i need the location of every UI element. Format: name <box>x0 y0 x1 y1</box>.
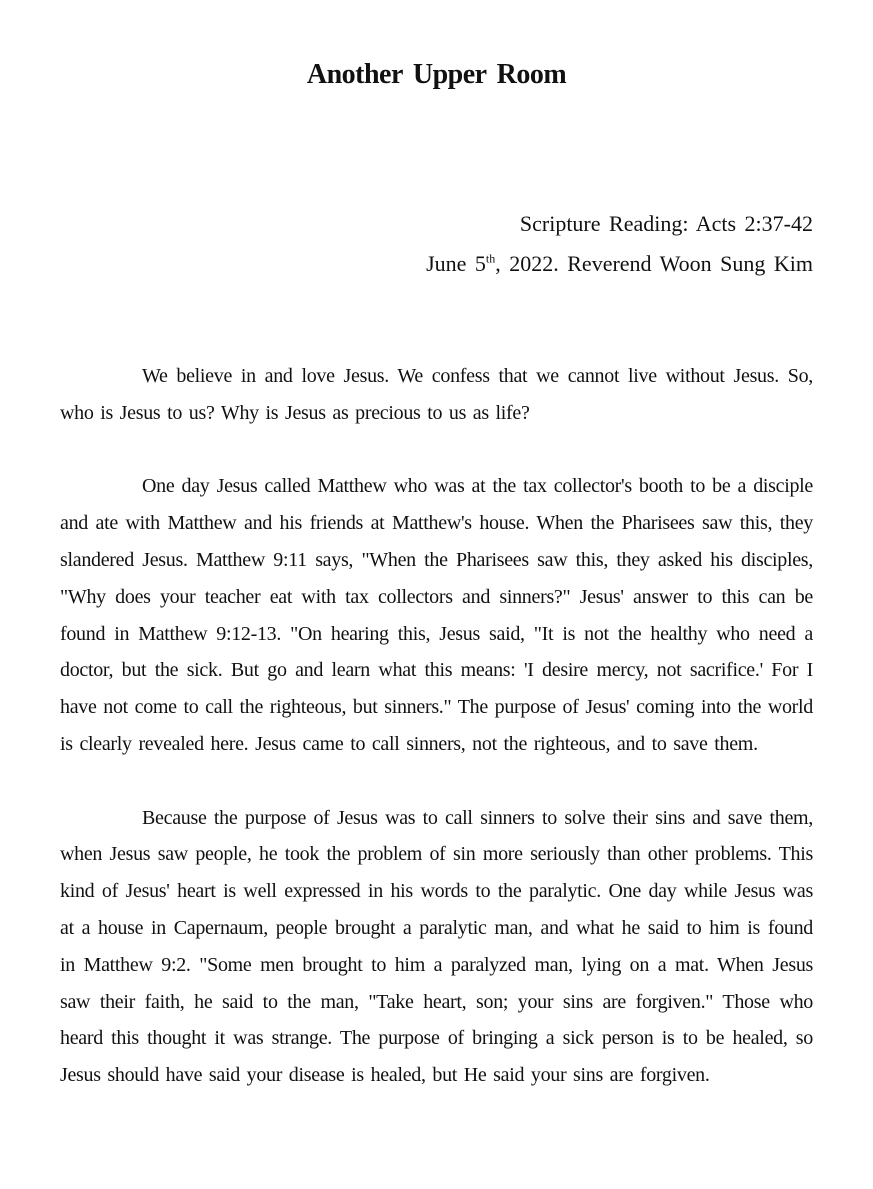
scripture-reading: Scripture Reading: Acts 2:37-42 <box>519 211 813 236</box>
sermon-body <box>60 358 813 1131</box>
sermon-meta <box>426 204 813 284</box>
date-prefix: June 5 <box>426 251 486 276</box>
date-ordinal-suffix: th <box>485 251 496 266</box>
date-rest: , 2022. Reverend Woon Sung Kim <box>495 251 813 276</box>
paragraph: Because the purpose of Jesus was to call sinners to solve their sins and save them, when Jesus saw people, he took the problem of sin more seriously than other problems. This kind of Jesus' heart is well expressed in his words to the paralytic. One day while Jesus was at a house in Capernaum, people brought a paralytic man, and what he said to him is found in Matthew 9:2. "Some men brought to him a paralyzed man, lying on a mat. When Jesus saw their faith, he said to the man, "Take heart, son; your sins are forgiven." Those who heard this thought it was strange. The purpose of bringing a sick person is to be healed, so Jesus should have said your disease is healed, but He said your sins are forgiven. <box>60 806 813 1087</box>
sermon-date-author <box>426 244 813 284</box>
paragraph: We believe in and love Jesus. We confess that we cannot live without Jesus. So, who is Jesus to us? Why is Jesus as precious to us as life? <box>60 365 813 424</box>
document-title: Another Upper Room <box>306 59 567 90</box>
paragraph: One day Jesus called Matthew who was at the tax collector's booth to be a disciple and ate with Matthew and his friends at Matthew's house. When the Pharisees saw this, they slandered Jesus. Matthew 9:11 says, "When the Pharisees saw this, they asked his disciples, "Why does your teacher eat with tax collectors and sinners?" Jesus' answer to this can be found in Matthew 9:12-13. "On hearing this, Jesus said, "It is not the healthy who need a doctor, but the sick. But go and learn what this means: 'I desire mercy, not sacrifice.' For I have not come to call the righteous, but sinners." The purpose of Jesus' coming into the world is clearly revealed here. Jesus came to call sinners, not the righteous, and to save them. <box>60 475 813 755</box>
